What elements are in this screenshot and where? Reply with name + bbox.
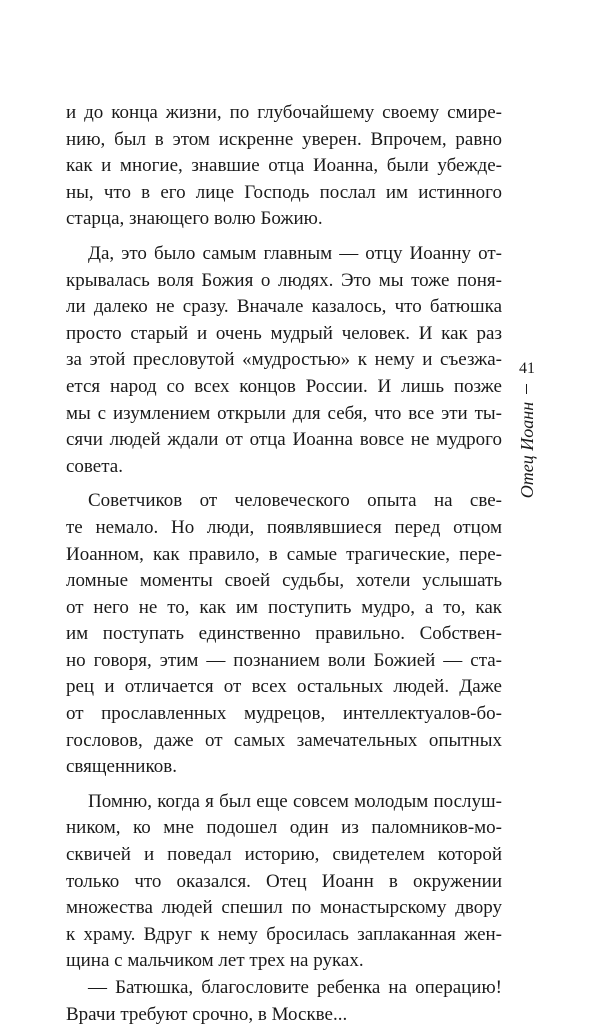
text-line: ли далеко не сразу. Вначале казалось, что батюшка (66, 296, 502, 318)
text-line: мы с изумлением открыли для себя, что все эти ты- (66, 402, 502, 424)
paragraph (66, 100, 502, 233)
paragraph (66, 488, 502, 781)
text-line: от него не то, как им поступить мудро, а то, как (66, 596, 502, 618)
body-text (66, 100, 502, 1028)
text-line: Да, это было самым главным — отцу Иоанну от- (88, 242, 502, 264)
text-line: сквичей и поведал историю, свидетелем которой (66, 844, 502, 866)
paragraph (66, 789, 502, 975)
text-line: за этой пресловутой «мудростью» к нему и съезжа- (66, 349, 502, 371)
text-line: совета. (66, 455, 123, 477)
margin-header (512, 360, 542, 520)
page-number: 41 (519, 360, 535, 377)
paragraph (66, 241, 502, 480)
text-line: от прославленных мудрецов, интеллектуалов-бо- (66, 703, 502, 725)
text-line: те немало. Но люди, появлявшиеся перед отцом (66, 516, 502, 538)
text-line: нию, был в этом искренне уверен. Впрочем, равно (66, 128, 502, 150)
text-line: но говоря, этим — познанием воли Божией — ста- (66, 649, 502, 671)
text-line: множества людей спешил по монастырскому двору (66, 897, 502, 919)
text-line: как и многие, знавшие отца Иоанна, были убежде- (66, 155, 502, 177)
text-line: гословов, даже от самых замечательных опытных (66, 729, 502, 751)
text-line: ны, что в его лице Господь послал им истинного (66, 181, 502, 203)
text-line: ломные моменты своей судьбы, хотели услышать (66, 570, 502, 592)
text-line: — Батюшка, благословите ребенка на операцию! (88, 977, 502, 998)
text-line: священников. (66, 756, 177, 778)
text-line: Помню, когда я был еще совсем молодым послуш- (88, 790, 502, 812)
text-line: ником, ко мне подошел один из паломников-мо- (66, 817, 502, 839)
text-line: ется народ со всех концов России. И лишь позже (66, 375, 502, 397)
running-title: Отец Иоанн (517, 401, 537, 499)
text-line: к храму. Вдруг к нему бросилась заплаканная жен- (66, 923, 502, 945)
text-line: Врачи требуют срочно, в Москве... (66, 1003, 348, 1025)
text-line: Иоанном, как правило, в самые трагические, пере- (66, 543, 502, 565)
text-line: сячи людей ждали от отца Иоанна вовсе не мудрого (66, 429, 502, 451)
text-line: старца, знающего волю Божию. (66, 208, 323, 230)
paragraph (66, 975, 502, 1028)
text-line: крывалась воля Божия о людях. Это мы тоже поня- (66, 269, 502, 291)
text-line: щина с мальчиком лет трех на руках. (66, 950, 364, 972)
text-line: только что оказался. Отец Иоанн в окружении (66, 870, 502, 892)
text-line: Советчиков от человеческого опыта на све- (88, 490, 502, 512)
divider (526, 384, 527, 394)
text-line: им поступать единственно правильно. Собствен- (66, 623, 502, 645)
text-line: просто старый и очень мудрый человек. И как раз (66, 322, 502, 344)
text-line: и до конца жизни, по глубочайшему своему смире- (66, 102, 502, 123)
text-line: рец и отличается от всех остальных людей. Даже (66, 676, 502, 698)
